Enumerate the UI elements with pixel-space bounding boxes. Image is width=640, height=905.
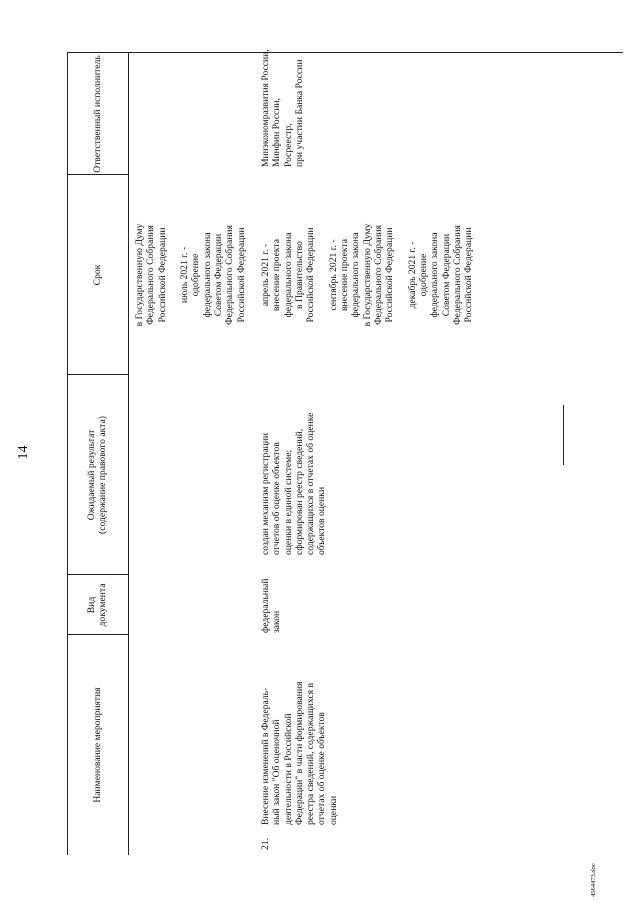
header-term: Срок xyxy=(92,264,103,286)
table-right-border xyxy=(67,52,623,53)
continuation-term: в Государственную Думу Федерального Собрания Российской Федерации июль 2021 г. - одобрение федерального закона Советом Федерации Федерального Собрания Российской Федерации xyxy=(134,223,247,327)
header-bottom-border xyxy=(128,53,129,855)
row-number: 21. xyxy=(260,838,271,850)
row-term: апрель 2021 г. - внесение проекта федерального закона в Правительство Российской Федерации сентябрь 2021 г. - внесение проекта федерального закона в Государственную Думу Федерального Собрания Российской Федерации декабрь 2021 г. - одобрение федерального закона Советом Федерации Федерального Собрания Российской Федерации xyxy=(260,223,475,327)
header-executor: Ответственный исполнитель xyxy=(92,55,103,173)
row-executor: Минэкономразвития России, Минфин России, Росреестр, при участии Банка России xyxy=(260,49,305,167)
page-number: 14 xyxy=(16,445,31,460)
end-rule xyxy=(563,405,564,465)
row-result: создан механизм регистрации отчетов об оценке объектов оценки в единой системе; сформирован реестр сведений, содержащихся в отчетах об оценке объектов оценки xyxy=(260,412,328,555)
header-doc-type: Вид документа xyxy=(86,583,109,627)
row-name: Внесение изменений в Федераль- ный закон "Об оценочной деятельности в Российской Федерации" в части формирования реестра сведений, содержащихся в отчетах об оценке объектов оценки xyxy=(260,681,339,825)
header-result: Ожидаемый результат (содержание правового акта) xyxy=(86,416,109,534)
footer-docname: 4564473.doc xyxy=(590,863,597,897)
header-name: Наименование мероприятия xyxy=(92,687,103,803)
row-doc-type: федеральный закон xyxy=(260,578,283,633)
